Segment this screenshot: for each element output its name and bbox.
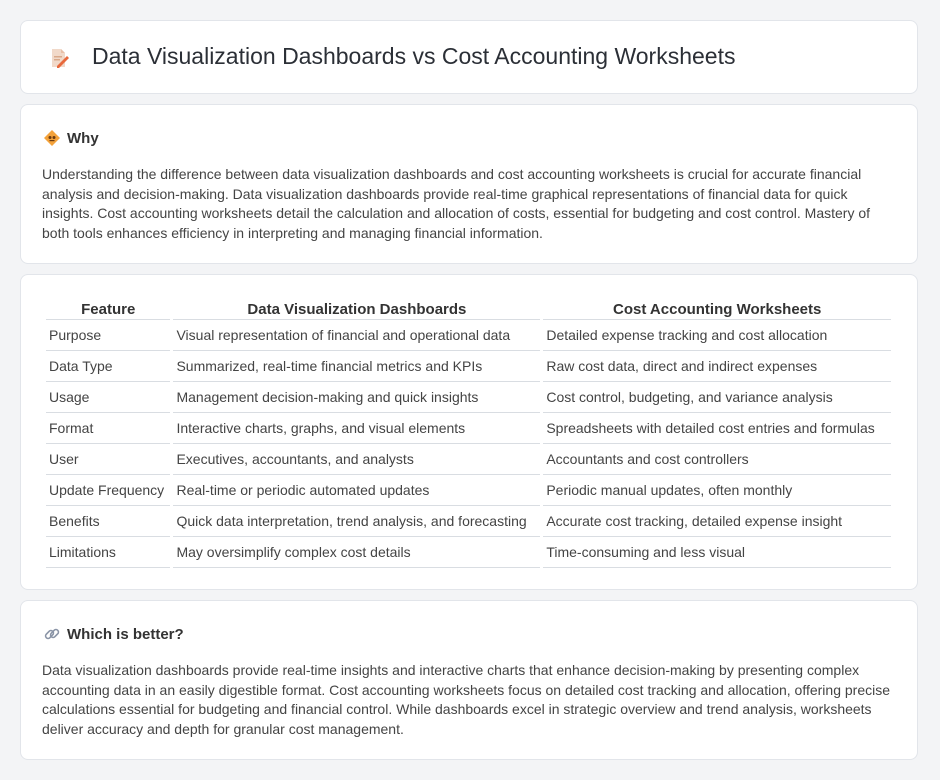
cell-dashboards: Management decision-making and quick insights xyxy=(173,382,540,413)
cell-worksheets: Detailed expense tracking and cost allocation xyxy=(543,320,891,351)
cell-worksheets: Raw cost data, direct and indirect expenses xyxy=(543,351,891,382)
cell-dashboards: Executives, accountants, and analysts xyxy=(173,444,540,475)
cell-feature: User xyxy=(46,444,170,475)
table-header-row xyxy=(46,297,891,320)
cell-worksheets: Periodic manual updates, often monthly xyxy=(543,475,891,506)
cell-dashboards: Summarized, real-time financial metrics and KPIs xyxy=(173,351,540,382)
why-heading: Why xyxy=(67,129,99,147)
page-title: Data Visualization Dashboards vs Cost Accounting Worksheets xyxy=(92,43,736,69)
table-row xyxy=(46,382,891,413)
why-section xyxy=(20,104,918,264)
table-row xyxy=(46,413,891,444)
header-feature: Feature xyxy=(46,297,170,320)
cell-feature: Usage xyxy=(46,382,170,413)
cell-worksheets: Spreadsheets with detailed cost entries and formulas xyxy=(543,413,891,444)
link-icon xyxy=(43,625,61,643)
header-dashboards: Data Visualization Dashboards xyxy=(173,297,540,320)
better-text: Data visualization dashboards provide real-time insights and interactive charts that enhance decision-making by presenting complex accounting data in an easily digestible format. Cost accounting worksheets focus on detailed cost tracking and allocation, offering precise calculations essential for budgeting and financial control. While dashboards excel in strategic overview and trend analysis, worksheets deliver accuracy and depth for granular cost management. xyxy=(42,662,891,737)
cell-feature: Data Type xyxy=(46,351,170,382)
table-row xyxy=(46,444,891,475)
cell-dashboards: Quick data interpretation, trend analysis, and forecasting xyxy=(173,506,540,537)
table-row xyxy=(46,506,891,537)
cell-feature: Benefits xyxy=(46,506,170,537)
cell-dashboards: Interactive charts, graphs, and visual elements xyxy=(173,413,540,444)
cell-feature: Update Frequency xyxy=(46,475,170,506)
edit-document-icon xyxy=(48,47,70,69)
table-row xyxy=(46,537,891,568)
comparison-table xyxy=(43,297,894,568)
comparison-table-card xyxy=(20,274,918,590)
cell-worksheets: Accountants and cost controllers xyxy=(543,444,891,475)
cell-feature: Limitations xyxy=(46,537,170,568)
why-text: Understanding the difference between data visualization dashboards and cost accounting worksheets is crucial for accurate financial analysis and decision-making. Data visualization dashboards provide real-time graphical representations of financial data for quick insights. Cost accounting worksheets detail the calculation and allocation of costs, essential for budgeting and cost control. Mastery of both tools enhances efficiency in interpreting and managing financial information. xyxy=(42,166,871,241)
title-card xyxy=(20,20,918,94)
cell-worksheets: Time-consuming and less visual xyxy=(543,537,891,568)
cell-feature: Purpose xyxy=(46,320,170,351)
cell-dashboards: Real-time or periodic automated updates xyxy=(173,475,540,506)
header-worksheets: Cost Accounting Worksheets xyxy=(543,297,891,320)
cell-worksheets: Cost control, budgeting, and variance analysis xyxy=(543,382,891,413)
why-header xyxy=(43,127,99,149)
cell-dashboards: May oversimplify complex cost details xyxy=(173,537,540,568)
table-row xyxy=(46,351,891,382)
table-row xyxy=(46,475,891,506)
better-heading: Which is better? xyxy=(67,625,184,643)
table-row xyxy=(46,320,891,351)
better-header xyxy=(43,623,184,645)
cell-feature: Format xyxy=(46,413,170,444)
cell-worksheets: Accurate cost tracking, detailed expense insight xyxy=(543,506,891,537)
cell-dashboards: Visual representation of financial and operational data xyxy=(173,320,540,351)
diamond-warning-icon xyxy=(43,129,61,147)
which-is-better-section xyxy=(20,600,918,760)
